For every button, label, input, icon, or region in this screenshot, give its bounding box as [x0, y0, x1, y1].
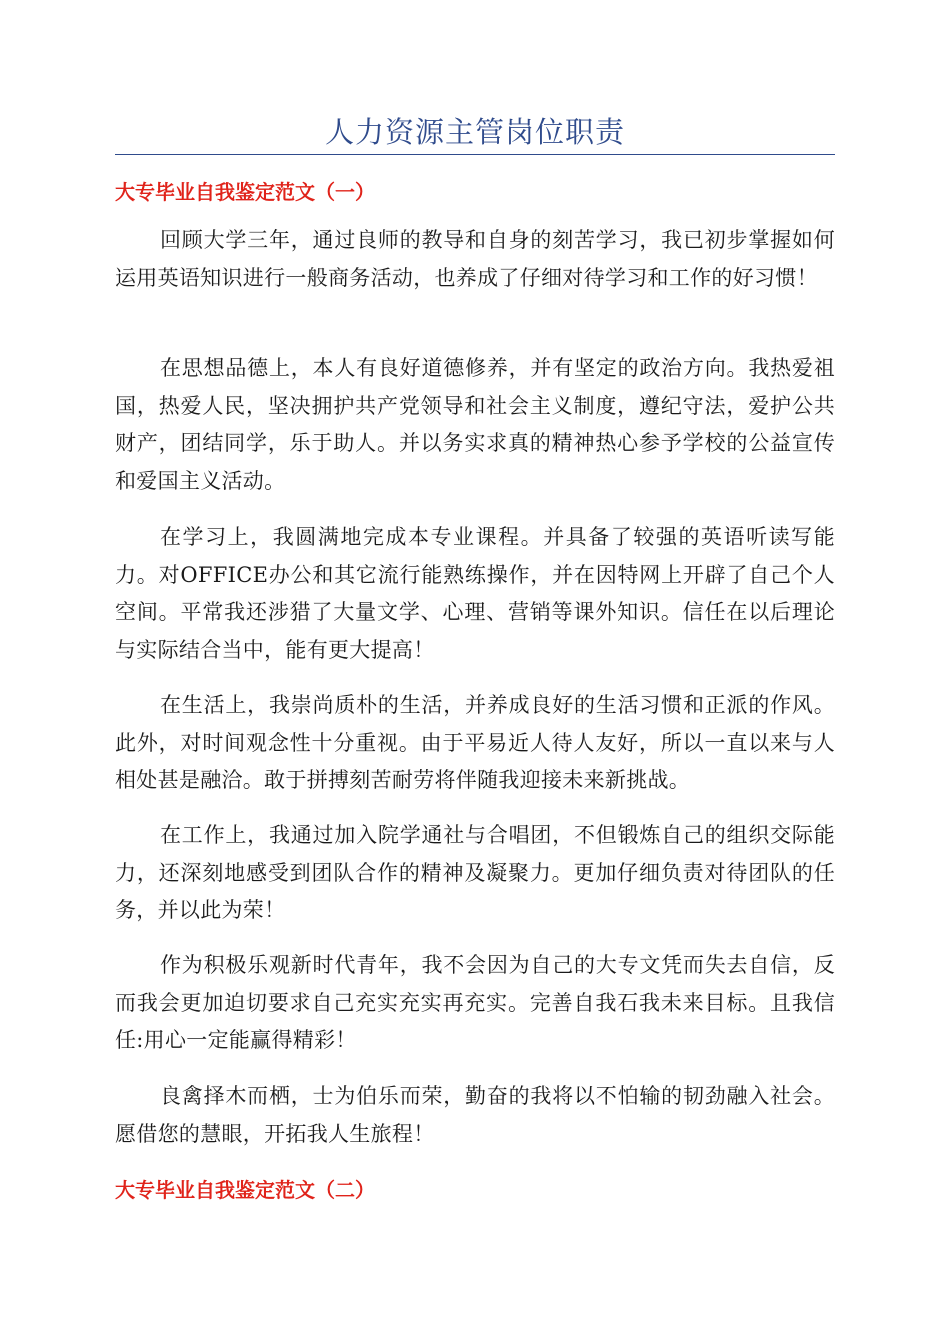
paragraph-3: 在学习上，我圆满地完成本专业课程。并具备了较强的英语听读写能力。对OFFICE办公和其它流行能熟练操作，并在因特网上开辟了自己个人空间。平常我还涉猎了大量文学、心理、营销等课外知识。信任在以后理论与实际结合当中，能有更大提高！ [115, 525, 835, 662]
paragraph-1: 回顾大学三年，通过良师的教导和自身的刻苦学习，我已初步掌握如何运用英语知识进行一般商务活动，也养成了仔细对待学习和工作的好习惯！ [115, 228, 835, 290]
paragraph-2: 在思想品德上，本人有良好道德修养，并有坚定的政治方向。我热爱祖国，热爱人民，坚决拥护共产党领导和社会主义制度，遵纪守法，爱护公共财产，团结同学，乐于助人。并以务实求真的精神热心参予学校的公益宣传和爱国主义活动。 [115, 356, 835, 493]
paragraph-5: 在工作上，我通过加入院学通社与合唱团，不但锻炼自己的组织交际能力，还深刻地感受到团队合作的精神及凝聚力。更加仔细负责对待团队的任务，并以此为荣！ [115, 823, 835, 922]
section-heading-2: 大专毕业自我鉴定范文（二） [115, 1178, 375, 1202]
paragraph-6: 作为积极乐观新时代青年，我不会因为自己的大专文凭而失去自信，反而我会更加迫切要求自己充实充实再充实。完善自我石我未来目标。且我信任:用心一定能赢得精彩！ [115, 953, 835, 1052]
title-underline [115, 154, 835, 155]
document-title: 人力资源主管岗位职责 [324, 115, 625, 149]
section-heading-1: 大专毕业自我鉴定范文（一） [115, 180, 375, 204]
paragraph-4: 在生活上，我崇尚质朴的生活，并养成良好的生活习惯和正派的作风。此外，对时间观念性十分重视。由于平易近人待人友好，所以一直以来与人相处甚是融洽。敢于拼搏刻苦耐劳将伴随我迎接未来新挑战。 [115, 693, 835, 792]
paragraph-7: 良禽择木而栖，士为伯乐而荣，勤奋的我将以不怕输的韧劲融入社会。愿借您的慧眼，开拓我人生旅程！ [115, 1084, 835, 1146]
